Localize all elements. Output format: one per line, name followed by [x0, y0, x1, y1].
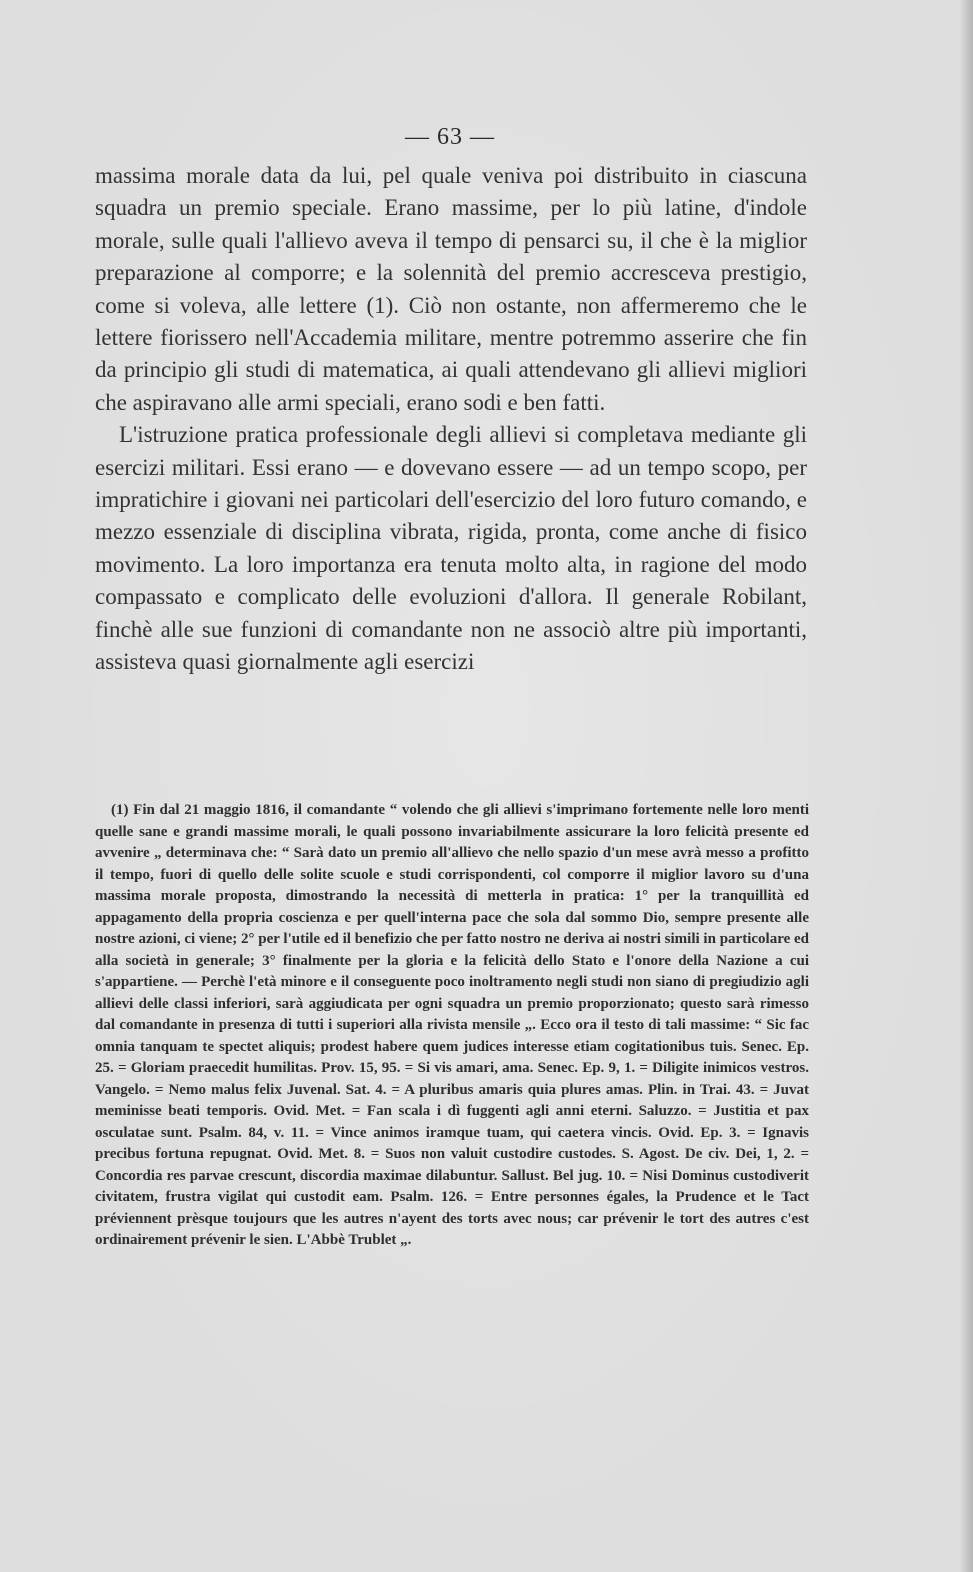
page-number: — 63 — — [405, 124, 495, 150]
footnote-block — [95, 800, 809, 1252]
paragraph-1: massima morale data da lui, pel quale veniva poi distribuito in ciascuna squadra un premio speciale. Erano massime, per lo più latine, d'indole morale, sulle quali l'allievo aveva il tempo di pensarci su, il che è la miglior preparazione al comporre; e la solennità del premio accresceva prestigio, come si voleva, alle lettere (1). Ciò non ostante, non affermeremo che le lettere fiorissero nell'Accademia militare, mentre potremmo asserire che fin da principio gli studi di matematica, ai quali attendevano gli allievi migliori che aspiravano alle armi speciali, erano sodi e ben fatti. — [95, 163, 807, 415]
body-text — [95, 160, 807, 679]
paragraph-2: L'istruzione pratica professionale degli allievi si completava mediante gli esercizi militari. Essi erano — e dovevano essere — ad un tempo scopo, per impratichire i giovani nei particolari dell'esercizio del loro futuro comando, e mezzo essenziale di disciplina vibrata, rigida, pronta, come anche di fisico movimento. La loro importanza era tenuta molto alta, in ragione del modo compassato e complicato delle evoluzioni d'allora. Il generale Robilant, finchè alle sue funzioni di comandante non ne associò altre più importanti, assisteva quasi giornalmente agli esercizi — [95, 422, 807, 675]
footnote-1: (1) Fin dal 21 maggio 1816, il comandante “ volendo che gli allievi s'imprimano fortemente nelle loro menti quelle sane e grandi massime morali, le quali possono invariabilmente assicurare la loro felicità presente ed avvenire „ determinava che: “ Sarà dato un premio all'allievo che nello spazio d'un mese avrà messo a profitto il tempo, fuori di quello delle solite scuole e studi corrispondenti, col comporre il miglior lavoro su d'una massima morale proposta, dimostrando la necessità di metterla in pratica: 1° per la tranquillità ed appagamento della propria coscienza e per quell'interna pace che sola dal sommo Dio, sempre presente alle nostre azioni, ci viene; 2° per l'utile ed il benefizio che per fatto nostro ne deriva ai nostri simili in particolare ed alla società in generale; 3° finalmente per la gloria e la felicità dello Stato e l'onore della Nazione a cui s'appartiene. — Perchè l'età minore e il conseguente poco inoltramento negli studi non siano di pregiudizio agli allievi delle classi inferiori, sarà aggiudicata per ogni squadra un premio proporzionato; questo sarà rimesso dal comandante in presenza di tutti i superiori alla rivista mensile „. Ecco ora il testo di tali massime: “ Sic fac omnia tanquam te spectet aliquis; prodest habere quem judices interesse etiam cogitationibus tuis. Senec. Ep. 25. = Gloriam praecedit humilitas. Prov. 15, 95. = Si vis amari, ama. Senec. Ep. 9, 1. = Diligite inimicos vestros. Vangelo. = Nemo malus felix Juvenal. Sat. 4. = A pluribus amaris quia plures amas. Plin. in Trai. 43. = Juvat meminisse beati temporis. Ovid. Met. = Fan scala i dì fuggenti agli anni eterni. Saluzzo. = Justitia et pax osculatae sunt. Psalm. 84, v. 11. = Vince animos iramque tuam, qui caetera vincis. Ovid. Ep. 3. = Ignavis precibus fortuna repugnat. Ovid. Met. 8. = Suos non valuit custodire custodes. S. Agost. De civ. Dei, 1, 2. = Concordia res parvae crescunt, discordia maximae dilabuntur. Sallust. Bel jug. 10. = Nisi Dominus custodiverit civitatem, frustra vigilat qui custodit eam. Psalm. 126. = Entre personnes égales, la Prudence et le Tact préviennent prèsque toujours que les autres n'ayent des torts avec nous; car prévenir le tort des autres c'est ordinairement prévenir le sien. L'Abbè Trublet „. — [95, 802, 809, 1248]
page-edge-shadow — [959, 0, 973, 1572]
